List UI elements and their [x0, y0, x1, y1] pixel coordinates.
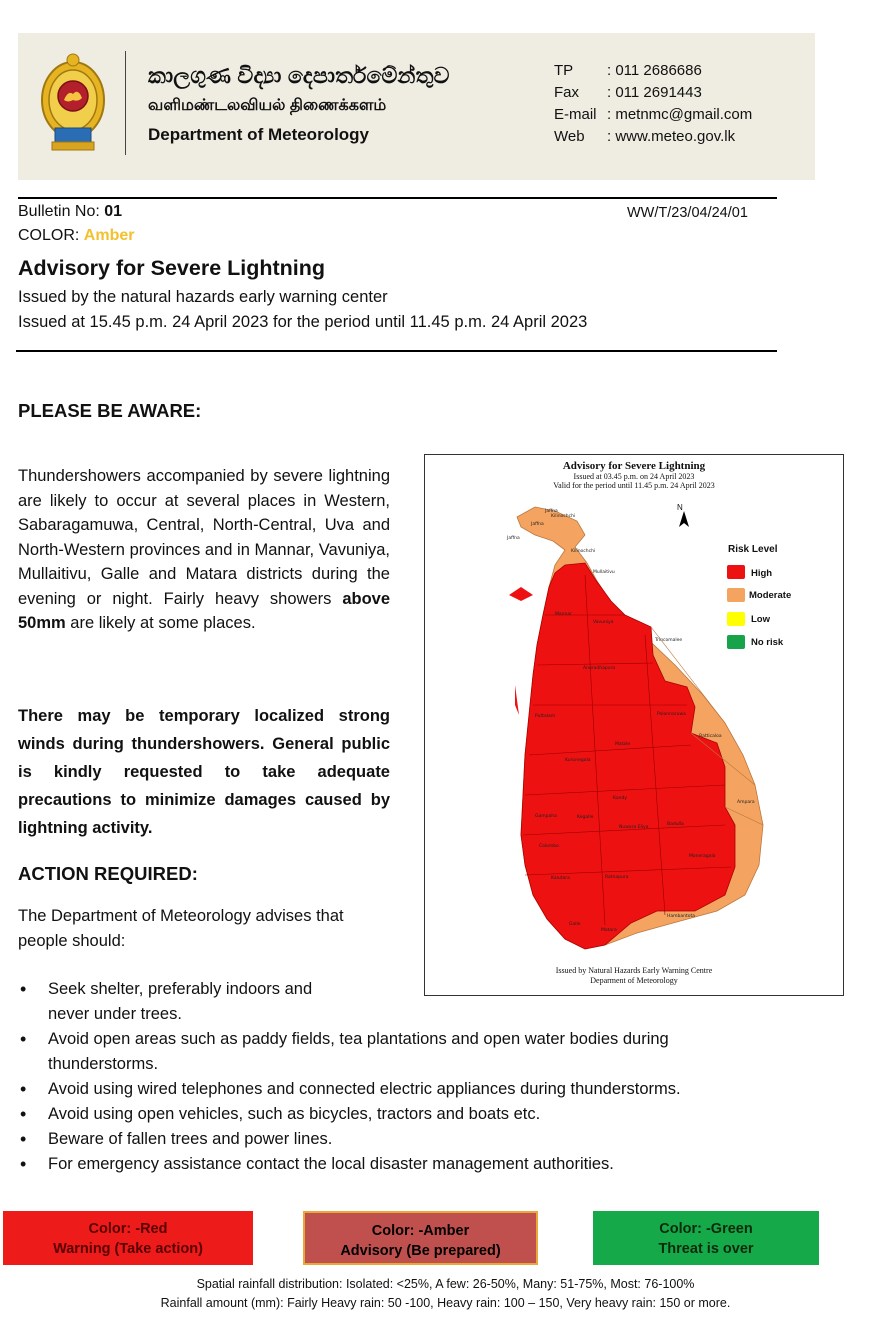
- bulletin-code: WW/T/23/04/24/01: [627, 205, 748, 221]
- aware-paragraph: Thundershowers accompanied by severe lightning are likely to occur at several places in Western, Sabaragamuwa, Central, North-Central, Uva and North-Western provinces and in Mannar, Vavuniya, Mullaitivu, Galle and Matara districts during the evening or night. Fairly heavy showers above 50mm are likely at some places.: [18, 467, 390, 632]
- legend-label-high: High: [751, 568, 773, 579]
- dept-name-tamil: வளிமண்டலவியல் திணைக்களம்: [148, 97, 387, 114]
- issued-at: Issued at 15.45 p.m. 24 April 2023 for the period until 11.45 p.m. 24 April 2023: [18, 313, 588, 331]
- district-label: Colombo: [539, 844, 559, 849]
- district-label: Jaffna: [507, 536, 520, 541]
- district-label: Gampaha: [535, 814, 557, 819]
- map-footer-1: Issued by Natural Hazards Early Warning Centre: [555, 966, 713, 975]
- action-item: • For emergency assistance contact the local disaster management authorities.: [18, 1152, 798, 1177]
- contact-row-fax: Fax : 011 2691443: [554, 84, 702, 101]
- district-label: Ratnapura: [605, 875, 629, 880]
- bulletin-color: COLOR: Amber: [18, 227, 135, 244]
- action-heading: ACTION REQUIRED:: [18, 863, 198, 884]
- letterhead: [18, 33, 815, 180]
- header-divider: [125, 51, 126, 155]
- district-label: Mullaitivu: [593, 570, 615, 575]
- color-box-green: Color: -Green Threat is over: [593, 1211, 819, 1265]
- district-label: Nuwara Eliya: [619, 825, 649, 830]
- district-label: Kegalle: [577, 815, 594, 820]
- district-label: Matale: [615, 742, 631, 747]
- sri-lanka-map: [425, 455, 843, 995]
- district-label: Ampara: [737, 800, 755, 805]
- contact-row-web: Web : www.meteo.gov.lk: [554, 128, 736, 145]
- district-label: Jaffna: [545, 509, 558, 514]
- contact-row-email: E-mail : metnmc@gmail.com: [554, 106, 753, 123]
- footer-amount: Rainfall amount (mm): Fairly Heavy rain: 50 -100, Heavy rain: 100 – 150, Very heavy rain: 150 or more.: [160, 1296, 731, 1310]
- color-box-amber: Color: -Amber Advisory (Be prepared): [303, 1211, 538, 1265]
- mannar-island: [509, 587, 533, 601]
- district-label: Kilinochchi: [551, 514, 576, 519]
- national-emblem-icon: [38, 50, 108, 154]
- high-risk-area: [521, 563, 735, 949]
- risk-map: [424, 454, 844, 996]
- north-label: N: [677, 503, 683, 512]
- district-label: Puttalam: [535, 714, 556, 719]
- wind-paragraph: There may be temporary localized strong winds during thundershowers. General public is kindly requested to take adequate precautions to minimize damages caused by lightning activity.: [18, 707, 390, 837]
- map-valid: Valid for the period until 11.45 p.m. 24 April 2023: [553, 481, 715, 490]
- legend-label-low: Low: [751, 614, 770, 625]
- contact-block: [554, 60, 752, 148]
- dept-name-english: Department of Meteorology: [148, 125, 370, 144]
- district-label: Trincomalee: [655, 638, 683, 643]
- legend-swatch-low: [727, 612, 745, 626]
- district-label: Moneragala: [689, 854, 716, 859]
- district-label: Mannar: [555, 612, 572, 617]
- issued-by: Issued by the natural hazards early warning center: [18, 288, 388, 306]
- district-label: Hambantota: [667, 914, 696, 919]
- district-label: Galle: [569, 922, 581, 927]
- map-issued: Issued at 03.45 p.m. on 24 April 2023: [573, 472, 695, 481]
- legend-label-no-risk: No risk: [751, 637, 784, 648]
- north-arrow-icon: [679, 511, 689, 527]
- action-item: • Avoid using open vehicles, such as bicycles, tractors and boats etc.: [18, 1102, 798, 1127]
- district-label: Matara: [601, 928, 617, 933]
- legend-swatch-high: [727, 565, 745, 579]
- bottom-rule: [16, 350, 777, 352]
- legend-title: Risk Level: [728, 544, 778, 555]
- district-label: Kurunegala: [565, 758, 591, 763]
- district-label: Vavuniya: [593, 620, 614, 625]
- action-intro: The Department of Meteorology advises that people should:: [18, 907, 344, 950]
- district-label: Kilinochchi: [571, 549, 596, 554]
- dept-name-sinhala: කාලගුණ විද්‍යා දෙපාර්තමේන්තුව: [148, 63, 450, 88]
- kalpitiya-peninsula: [515, 685, 519, 715]
- advisory-title: Advisory for Severe Lightning: [18, 256, 326, 280]
- action-item: • Seek shelter, preferably indoors and never under trees.: [18, 977, 348, 1027]
- district-label: Batticaloa: [699, 734, 722, 739]
- color-box-red: Color: -Red Warning (Take action): [3, 1211, 253, 1265]
- district-label: Badulla: [667, 822, 684, 827]
- bulletin-number: Bulletin No: 01: [18, 203, 123, 220]
- action-list: [18, 977, 798, 1177]
- map-title: Advisory for Severe Lightning: [562, 460, 706, 472]
- district-label: Kalutara: [551, 876, 570, 881]
- legend-swatch-moderate: [727, 588, 745, 602]
- action-item: • Avoid using wired telephones and connected electric appliances during thunderstorms.: [18, 1077, 798, 1102]
- top-rule: [18, 197, 777, 199]
- footer-distribution: Spatial rainfall distribution: Isolated: <25%, A few: 26-50%, Many: 51-75%, Most: 76-100%: [196, 1277, 695, 1291]
- action-item: • Avoid open areas such as paddy fields, tea plantations and open water bodies during thunderstorms.: [18, 1027, 748, 1077]
- contact-row-tp: TP : 011 2686686: [554, 62, 702, 79]
- legend-swatch-no-risk: [727, 635, 745, 649]
- legend-label-moderate: Moderate: [749, 590, 792, 601]
- district-label: Polonnaruwa: [657, 712, 686, 717]
- district-label: Kandy: [613, 796, 628, 801]
- district-label: Anuradhapura: [583, 666, 616, 671]
- aware-heading: PLEASE BE AWARE:: [18, 400, 202, 421]
- action-item: • Beware of fallen trees and power lines.: [18, 1127, 798, 1152]
- district-label: Jaffna: [531, 522, 544, 527]
- map-footer-2: Deparment of Meteorology: [590, 976, 678, 985]
